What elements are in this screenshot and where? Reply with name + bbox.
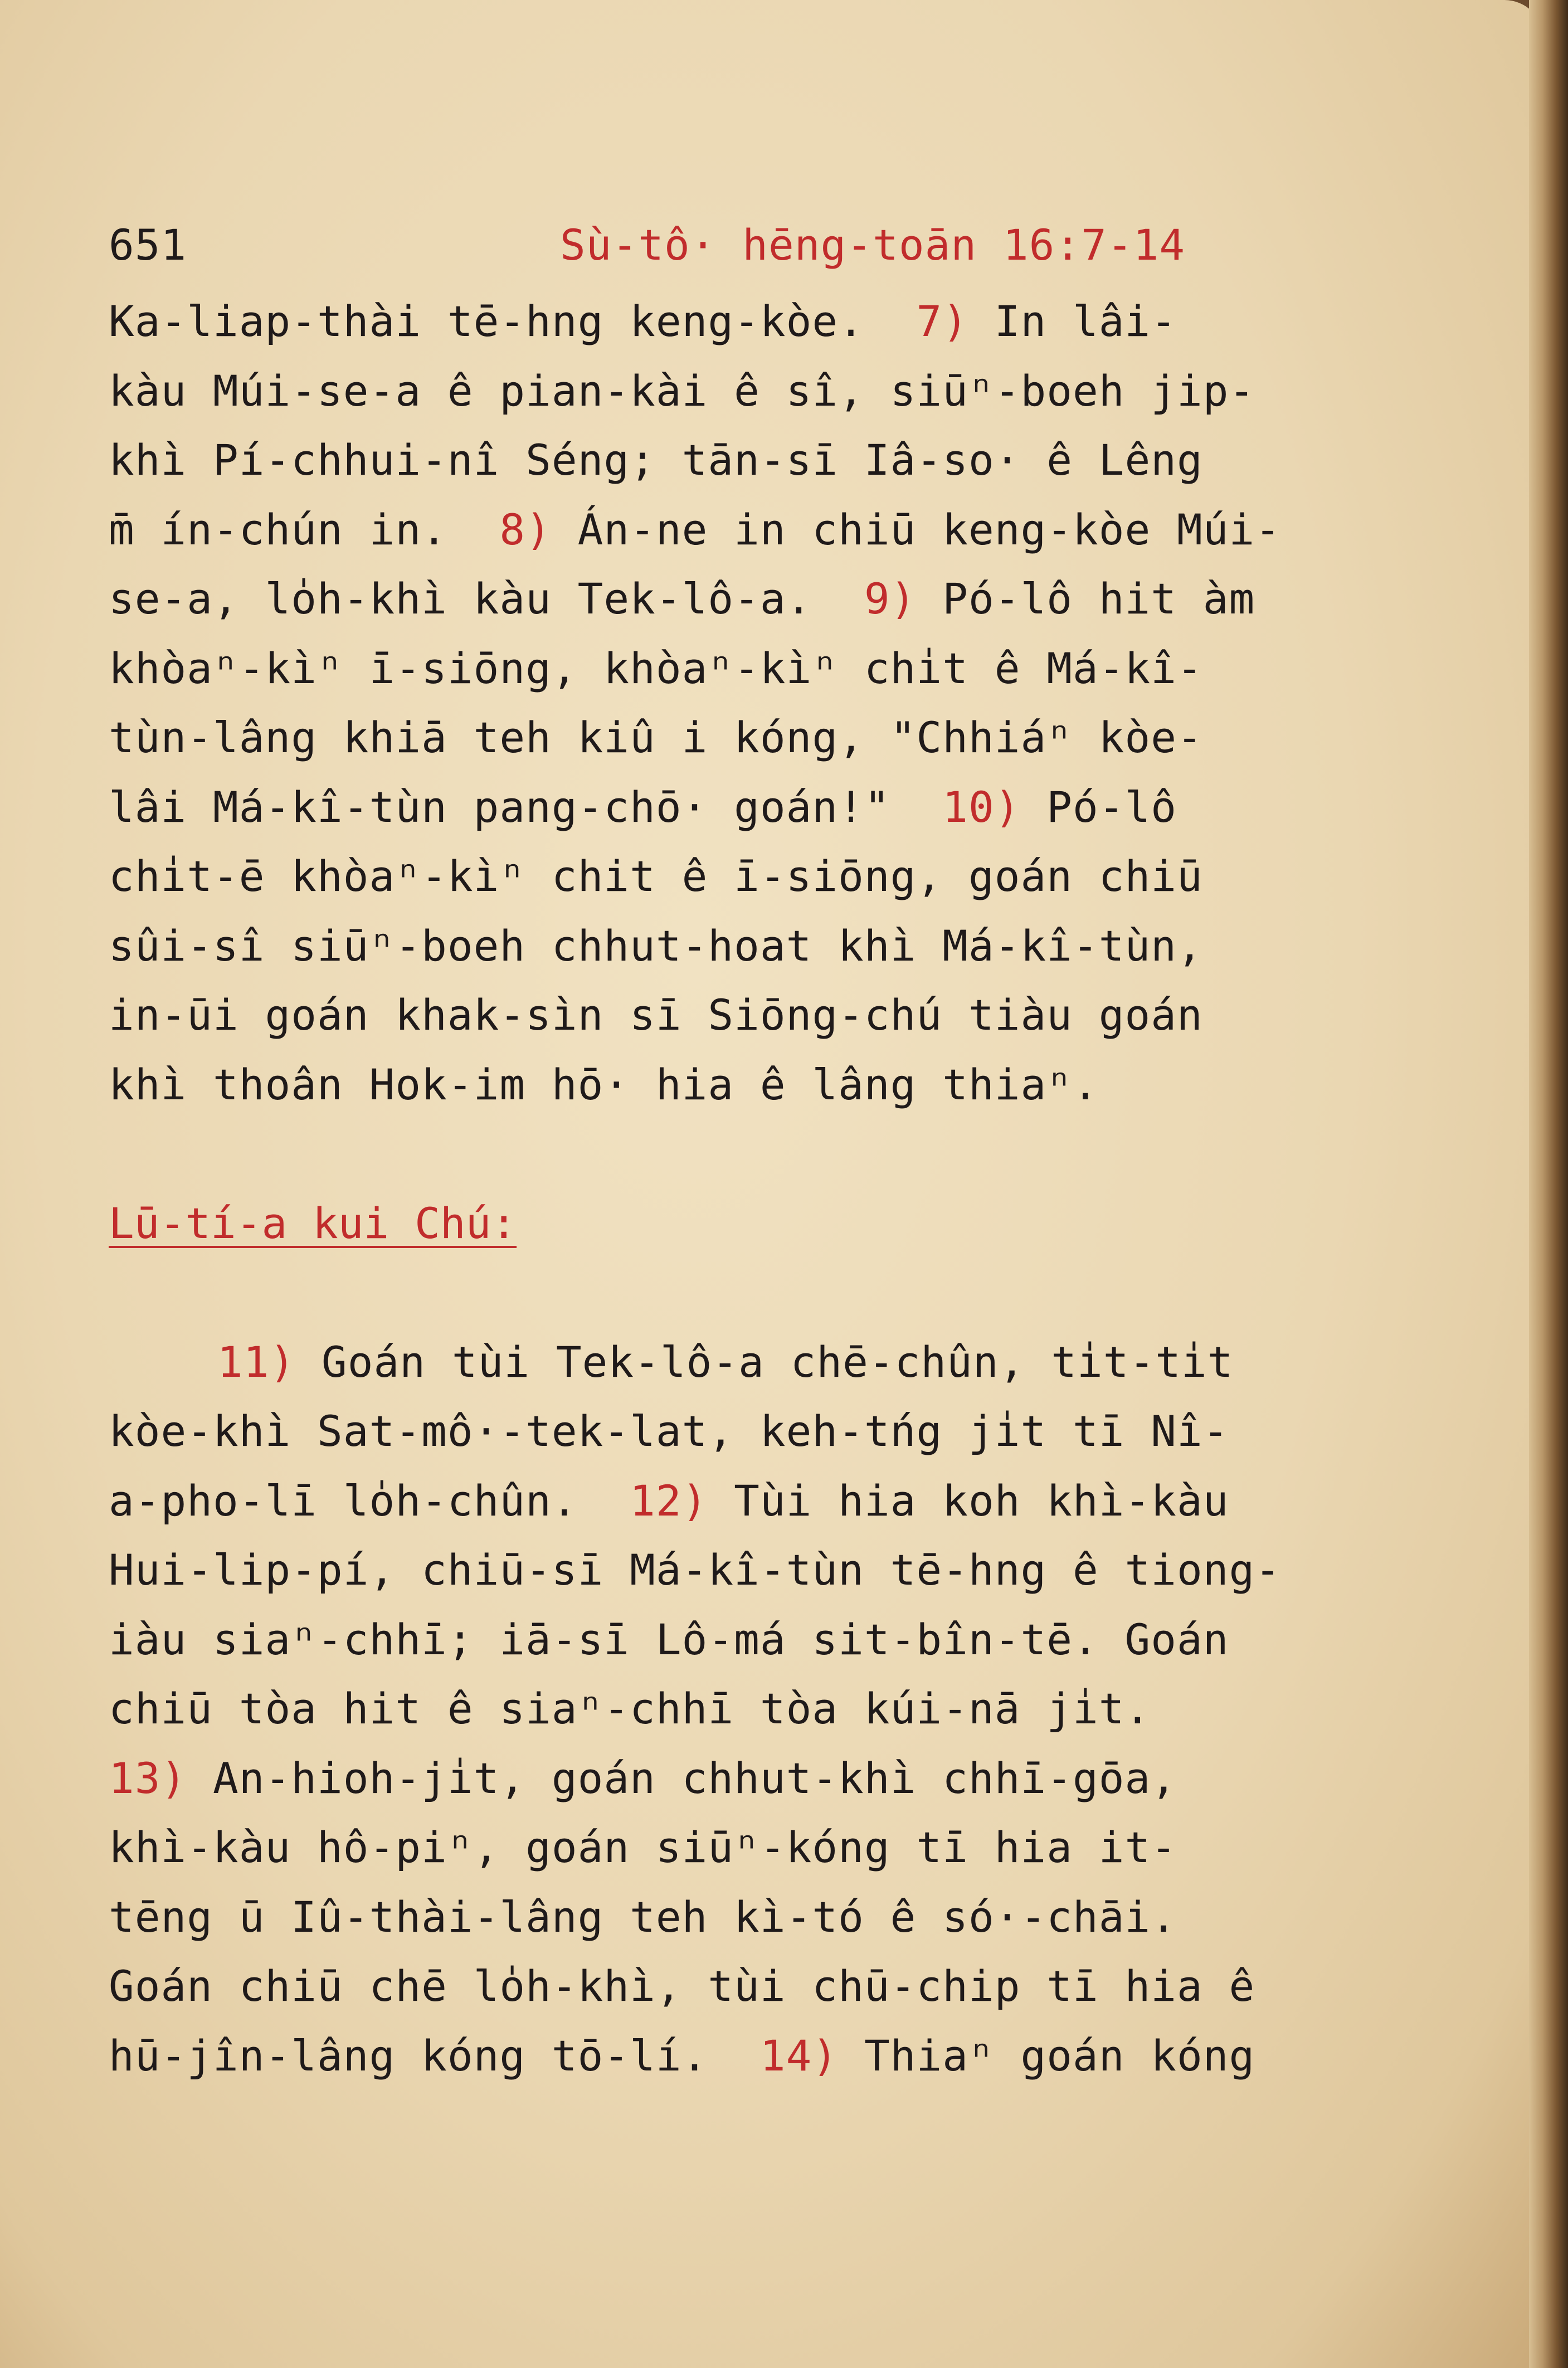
- line-text: Án-ne in chiū keng-kòe Múi-: [551, 504, 1282, 554]
- line-text: khì-kàu hô-piⁿ, goán siūⁿ-kóng tī hia it-: [109, 1823, 1177, 1872]
- section-lines: [109, 1328, 1401, 2091]
- line-text: tùn-lâng khiā teh kiû i kóng, "Chhiáⁿ kòe-: [109, 713, 1203, 762]
- text-line: [109, 1883, 1401, 1952]
- line-text: khì thoân Hok-im hō· hia ê lâng thiaⁿ.: [109, 1059, 1099, 1109]
- text-line: [109, 842, 1401, 912]
- line-text: Hui-lip-pí, chiū-sī Má-kî-tùn tē-hng ê tiong-: [109, 1545, 1282, 1595]
- text-line: [109, 1466, 1401, 1536]
- line-text: chi̍t-ē khòaⁿ-kìⁿ chit ê ī-siōng, goán chiū: [109, 851, 1203, 901]
- text-line: [109, 912, 1401, 981]
- text-line: [109, 773, 1401, 842]
- text-line: [109, 1952, 1401, 2021]
- text-line: [109, 495, 1401, 565]
- page-text: [109, 220, 1401, 2091]
- text-line: [109, 634, 1401, 704]
- text-line: [109, 1674, 1401, 1744]
- verse-number: 13): [109, 1753, 187, 1803]
- text-line: [109, 1328, 1401, 1397]
- line-text: hū-jîn-lâng kóng tō-lí.: [109, 2030, 760, 2080]
- text-line: [109, 426, 1401, 495]
- page-edge: [1529, 0, 1568, 2368]
- line-text: kàu Múi-se-a ê pian-kài ê sî, siūⁿ-boeh jip-: [109, 366, 1255, 416]
- text-line: [109, 564, 1401, 634]
- line-text: a-pho-lī lo̍h-chûn.: [109, 1475, 630, 1526]
- verse-number: 8): [499, 504, 552, 554]
- line-text: chiū tòa hit ê siaⁿ-chhī tòa kúi-nā ji̍t.: [109, 1684, 1151, 1733]
- running-title: Sù-tô· hēng-toān 16:7-14: [560, 220, 1186, 270]
- line-text: in-ūi goán khak-sìn sī Siōng-chú tiàu goán: [109, 990, 1203, 1040]
- line-text: An-hioh-ji̍t, goán chhut-khì chhī-gōa,: [187, 1753, 1177, 1803]
- verse-number: 11): [217, 1337, 296, 1387]
- line-text: kòe-khì Sat-mô·-tek-lat, keh-tńg ji̍t tī Nî-: [109, 1406, 1229, 1456]
- text-line: [109, 1605, 1401, 1675]
- text-line: [109, 1813, 1401, 1883]
- line-text: tēng ū Iû-thài-lâng teh kì-tó ê só·-chāi.: [109, 1892, 1177, 1942]
- line-text: Goán tùi Tek-lô-a chē-chûn, ti̍t-ti̍t: [295, 1337, 1234, 1387]
- page-number: 651: [109, 220, 187, 270]
- text-line: [109, 2021, 1401, 2091]
- verse-number: 10): [942, 782, 1021, 832]
- line-text: Pó-lô hit àm: [916, 574, 1255, 623]
- line-text: Pó-lô: [1020, 782, 1177, 832]
- line-text: khòaⁿ-kìⁿ ī-siōng, khòaⁿ-kìⁿ chi̍t ê Má-kî-: [109, 643, 1203, 693]
- line-text: iàu siaⁿ-chhī; iā-sī Lô-má sit-bîn-tē. Goán: [109, 1614, 1229, 1664]
- text-line: [109, 1397, 1401, 1466]
- verse-number: 7): [916, 296, 968, 346]
- text-line: [109, 1050, 1401, 1120]
- text-line: [109, 1536, 1401, 1605]
- page-header: [109, 220, 1401, 287]
- verse-number: 12): [630, 1475, 708, 1526]
- text-line: [109, 1744, 1401, 1814]
- line-text: Goán chiū chē lo̍h-khì, tùi chū-chip tī hia ê: [109, 1961, 1255, 2011]
- line-text: m̄ ín-chún in.: [109, 504, 500, 554]
- line-text: Tùi hia koh khì-kàu: [708, 1475, 1229, 1526]
- line-text: khì Pí-chhui-nî Séng; tān-sī Iâ-so· ê Lêng: [109, 435, 1203, 485]
- line-text: In lâi-: [968, 296, 1177, 346]
- line-text: sûi-sî siūⁿ-boeh chhut-hoat khì Má-kî-tùn,: [109, 920, 1203, 971]
- verse-number: 9): [864, 574, 917, 623]
- text-line: [109, 703, 1401, 773]
- text-line: [109, 981, 1401, 1050]
- section-heading: Lū-tí-a kui Chú:: [109, 1198, 517, 1248]
- body-lines: [109, 287, 1401, 1119]
- line-text: Ka-liap-thài tē-hng keng-kòe.: [109, 296, 917, 346]
- text-line: [109, 357, 1401, 426]
- line-text: lâi Má-kî-tùn pang-chō· goán!": [109, 782, 943, 832]
- verse-number: 14): [759, 2030, 839, 2080]
- text-line: [109, 287, 1401, 357]
- line-text: se-a, lo̍h-khì kàu Tek-lô-a.: [109, 574, 864, 623]
- line-text: Thiaⁿ goán kóng: [838, 2030, 1255, 2080]
